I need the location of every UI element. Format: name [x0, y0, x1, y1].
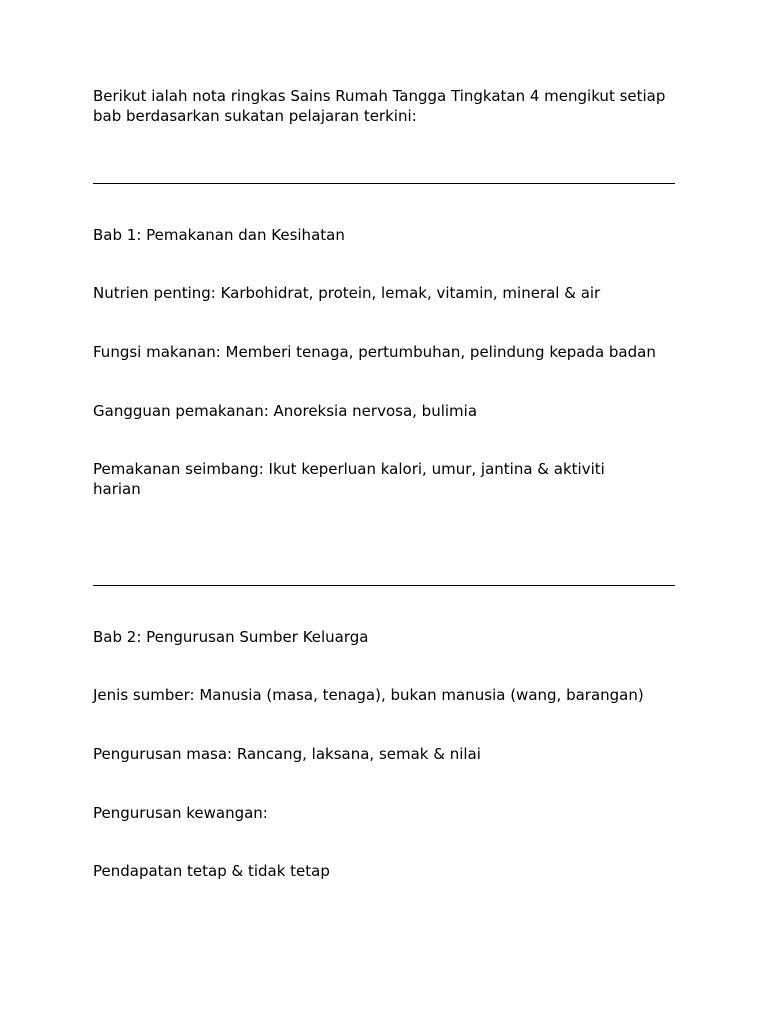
chapter-1-item-nutrients: Nutrien penting: Karbohidrat, protein, lemak, vitamin, mineral & air	[93, 284, 601, 302]
section-divider-1	[93, 183, 675, 184]
chapter-2-item-income: Pendapatan tetap & tidak tetap	[93, 862, 330, 880]
chapter-1-item-food-functions: Fungsi makanan: Memberi tenaga, pertumbuhan, pelindung kepada badan	[93, 343, 656, 361]
chapter-1-item-balanced-diet: Pemakanan seimbang: Ikut keperluan kalori, umur, jantina & aktiviti harian	[93, 460, 605, 498]
section-divider-2	[93, 585, 675, 586]
chapter-2-title: Bab 2: Pengurusan Sumber Keluarga	[93, 628, 369, 646]
chapter-2-item-resource-types: Jenis sumber: Manusia (masa, tenaga), bukan manusia (wang, barangan)	[93, 686, 644, 704]
chapter-1-title: Bab 1: Pemakanan dan Kesihatan	[93, 226, 345, 244]
chapter-2-item-time-management: Pengurusan masa: Rancang, laksana, semak & nilai	[93, 745, 481, 763]
intro-paragraph: Berikut ialah nota ringkas Sains Rumah Tangga Tingkatan 4 mengikut setiap bab berdasarkan sukatan pelajaran terkini:	[93, 87, 666, 125]
chapter-2-item-financial-management: Pengurusan kewangan:	[93, 804, 268, 822]
chapter-1-item-eating-disorders: Gangguan pemakanan: Anoreksia nervosa, bulimia	[93, 402, 478, 420]
